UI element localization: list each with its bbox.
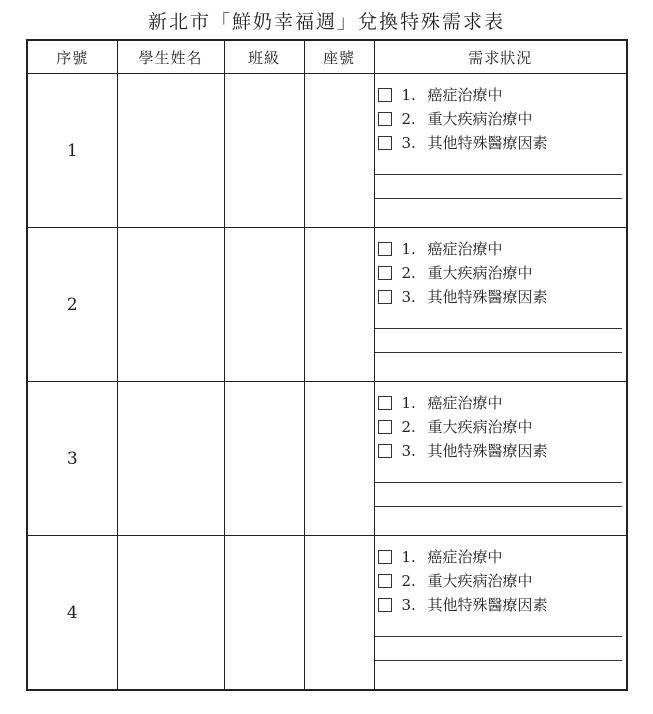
option-cancer-treatment: [375, 545, 627, 569]
student-name-field[interactable]: [117, 228, 224, 382]
header-class: 班級: [224, 40, 304, 74]
option-label: 重大疾病治療中: [427, 572, 533, 590]
option-number: 3.: [401, 134, 416, 152]
option-label: 癌症治療中: [427, 394, 503, 412]
option-cancer-treatment: [375, 391, 627, 415]
checkbox-cancer-treatment[interactable]: [378, 242, 392, 256]
seat-number-field[interactable]: [304, 382, 374, 536]
option-number: 3.: [401, 288, 416, 306]
option-other-medical: [375, 131, 627, 155]
class-field[interactable]: [224, 382, 304, 536]
needs-cell: [374, 74, 627, 228]
option-label: 癌症治療中: [427, 86, 503, 104]
seq-cell: 3: [27, 382, 117, 536]
option-label: 其他特殊醫療因素: [427, 134, 548, 152]
option-label: 癌症治療中: [427, 548, 503, 566]
seat-number-field[interactable]: [304, 228, 374, 382]
checkbox-major-illness[interactable]: [378, 574, 392, 588]
table-row: [27, 536, 627, 691]
option-major-illness: [375, 415, 627, 439]
checkbox-other-medical[interactable]: [378, 290, 392, 304]
option-label: 癌症治療中: [427, 240, 503, 258]
option-number: 1.: [401, 240, 416, 258]
option-number: 2.: [401, 264, 416, 282]
checkbox-other-medical[interactable]: [378, 598, 392, 612]
option-number: 1.: [401, 548, 416, 566]
option-number: 3.: [401, 442, 416, 460]
option-number: 2.: [401, 110, 416, 128]
checkbox-major-illness[interactable]: [378, 266, 392, 280]
blank-write-line[interactable]: [375, 482, 623, 483]
class-field[interactable]: [224, 536, 304, 691]
header-row: [27, 40, 627, 74]
option-label: 其他特殊醫療因素: [427, 596, 548, 614]
option-cancer-treatment: [375, 83, 627, 107]
table-row: [27, 74, 627, 228]
class-field[interactable]: [224, 74, 304, 228]
option-number: 1.: [401, 86, 416, 104]
option-other-medical: [375, 285, 627, 309]
seat-number-field[interactable]: [304, 74, 374, 228]
checkbox-major-illness[interactable]: [378, 112, 392, 126]
needs-cell: [374, 228, 627, 382]
option-major-illness: [375, 107, 627, 131]
checkbox-other-medical[interactable]: [378, 136, 392, 150]
document-title: 新北市「鮮奶幸福週」兌換特殊需求表: [147, 11, 505, 33]
option-other-medical: [375, 439, 627, 463]
needs-cell: [374, 382, 627, 536]
seat-number-field[interactable]: [304, 536, 374, 691]
option-other-medical: [375, 593, 627, 617]
header-seat-number: 座號: [304, 40, 374, 74]
option-number: 2.: [401, 572, 416, 590]
student-name-field[interactable]: [117, 382, 224, 536]
blank-write-line[interactable]: [375, 352, 623, 353]
option-label: 重大疾病治療中: [427, 264, 533, 282]
blank-write-line[interactable]: [375, 174, 623, 175]
checkbox-major-illness[interactable]: [378, 420, 392, 434]
option-label: 重大疾病治療中: [427, 110, 533, 128]
checkbox-other-medical[interactable]: [378, 444, 392, 458]
option-number: 3.: [401, 596, 416, 614]
blank-write-line[interactable]: [375, 328, 623, 329]
seq-cell: 1: [27, 74, 117, 228]
option-cancer-treatment: [375, 237, 627, 261]
table-row: [27, 228, 627, 382]
header-student-name: 學生姓名: [117, 40, 224, 74]
blank-write-line[interactable]: [375, 660, 623, 661]
checkbox-cancer-treatment[interactable]: [378, 88, 392, 102]
blank-write-line[interactable]: [375, 198, 623, 199]
option-number: 1.: [401, 394, 416, 412]
checkbox-cancer-treatment[interactable]: [378, 396, 392, 410]
option-number: 2.: [401, 418, 416, 436]
table-row: [27, 382, 627, 536]
header-seq: 序號: [27, 40, 117, 74]
option-label: 其他特殊醫療因素: [427, 442, 548, 460]
blank-write-line[interactable]: [375, 636, 623, 637]
seq-cell: 2: [27, 228, 117, 382]
needs-cell: [374, 536, 627, 691]
header-needs: 需求狀況: [374, 40, 627, 74]
needs-form-table: [26, 39, 628, 691]
seq-cell: 4: [27, 536, 117, 691]
option-major-illness: [375, 261, 627, 285]
student-name-field[interactable]: [117, 536, 224, 691]
checkbox-cancer-treatment[interactable]: [378, 550, 392, 564]
class-field[interactable]: [224, 228, 304, 382]
student-name-field[interactable]: [117, 74, 224, 228]
option-major-illness: [375, 569, 627, 593]
option-label: 重大疾病治療中: [427, 418, 533, 436]
blank-write-line[interactable]: [375, 506, 623, 507]
option-label: 其他特殊醫療因素: [427, 288, 548, 306]
